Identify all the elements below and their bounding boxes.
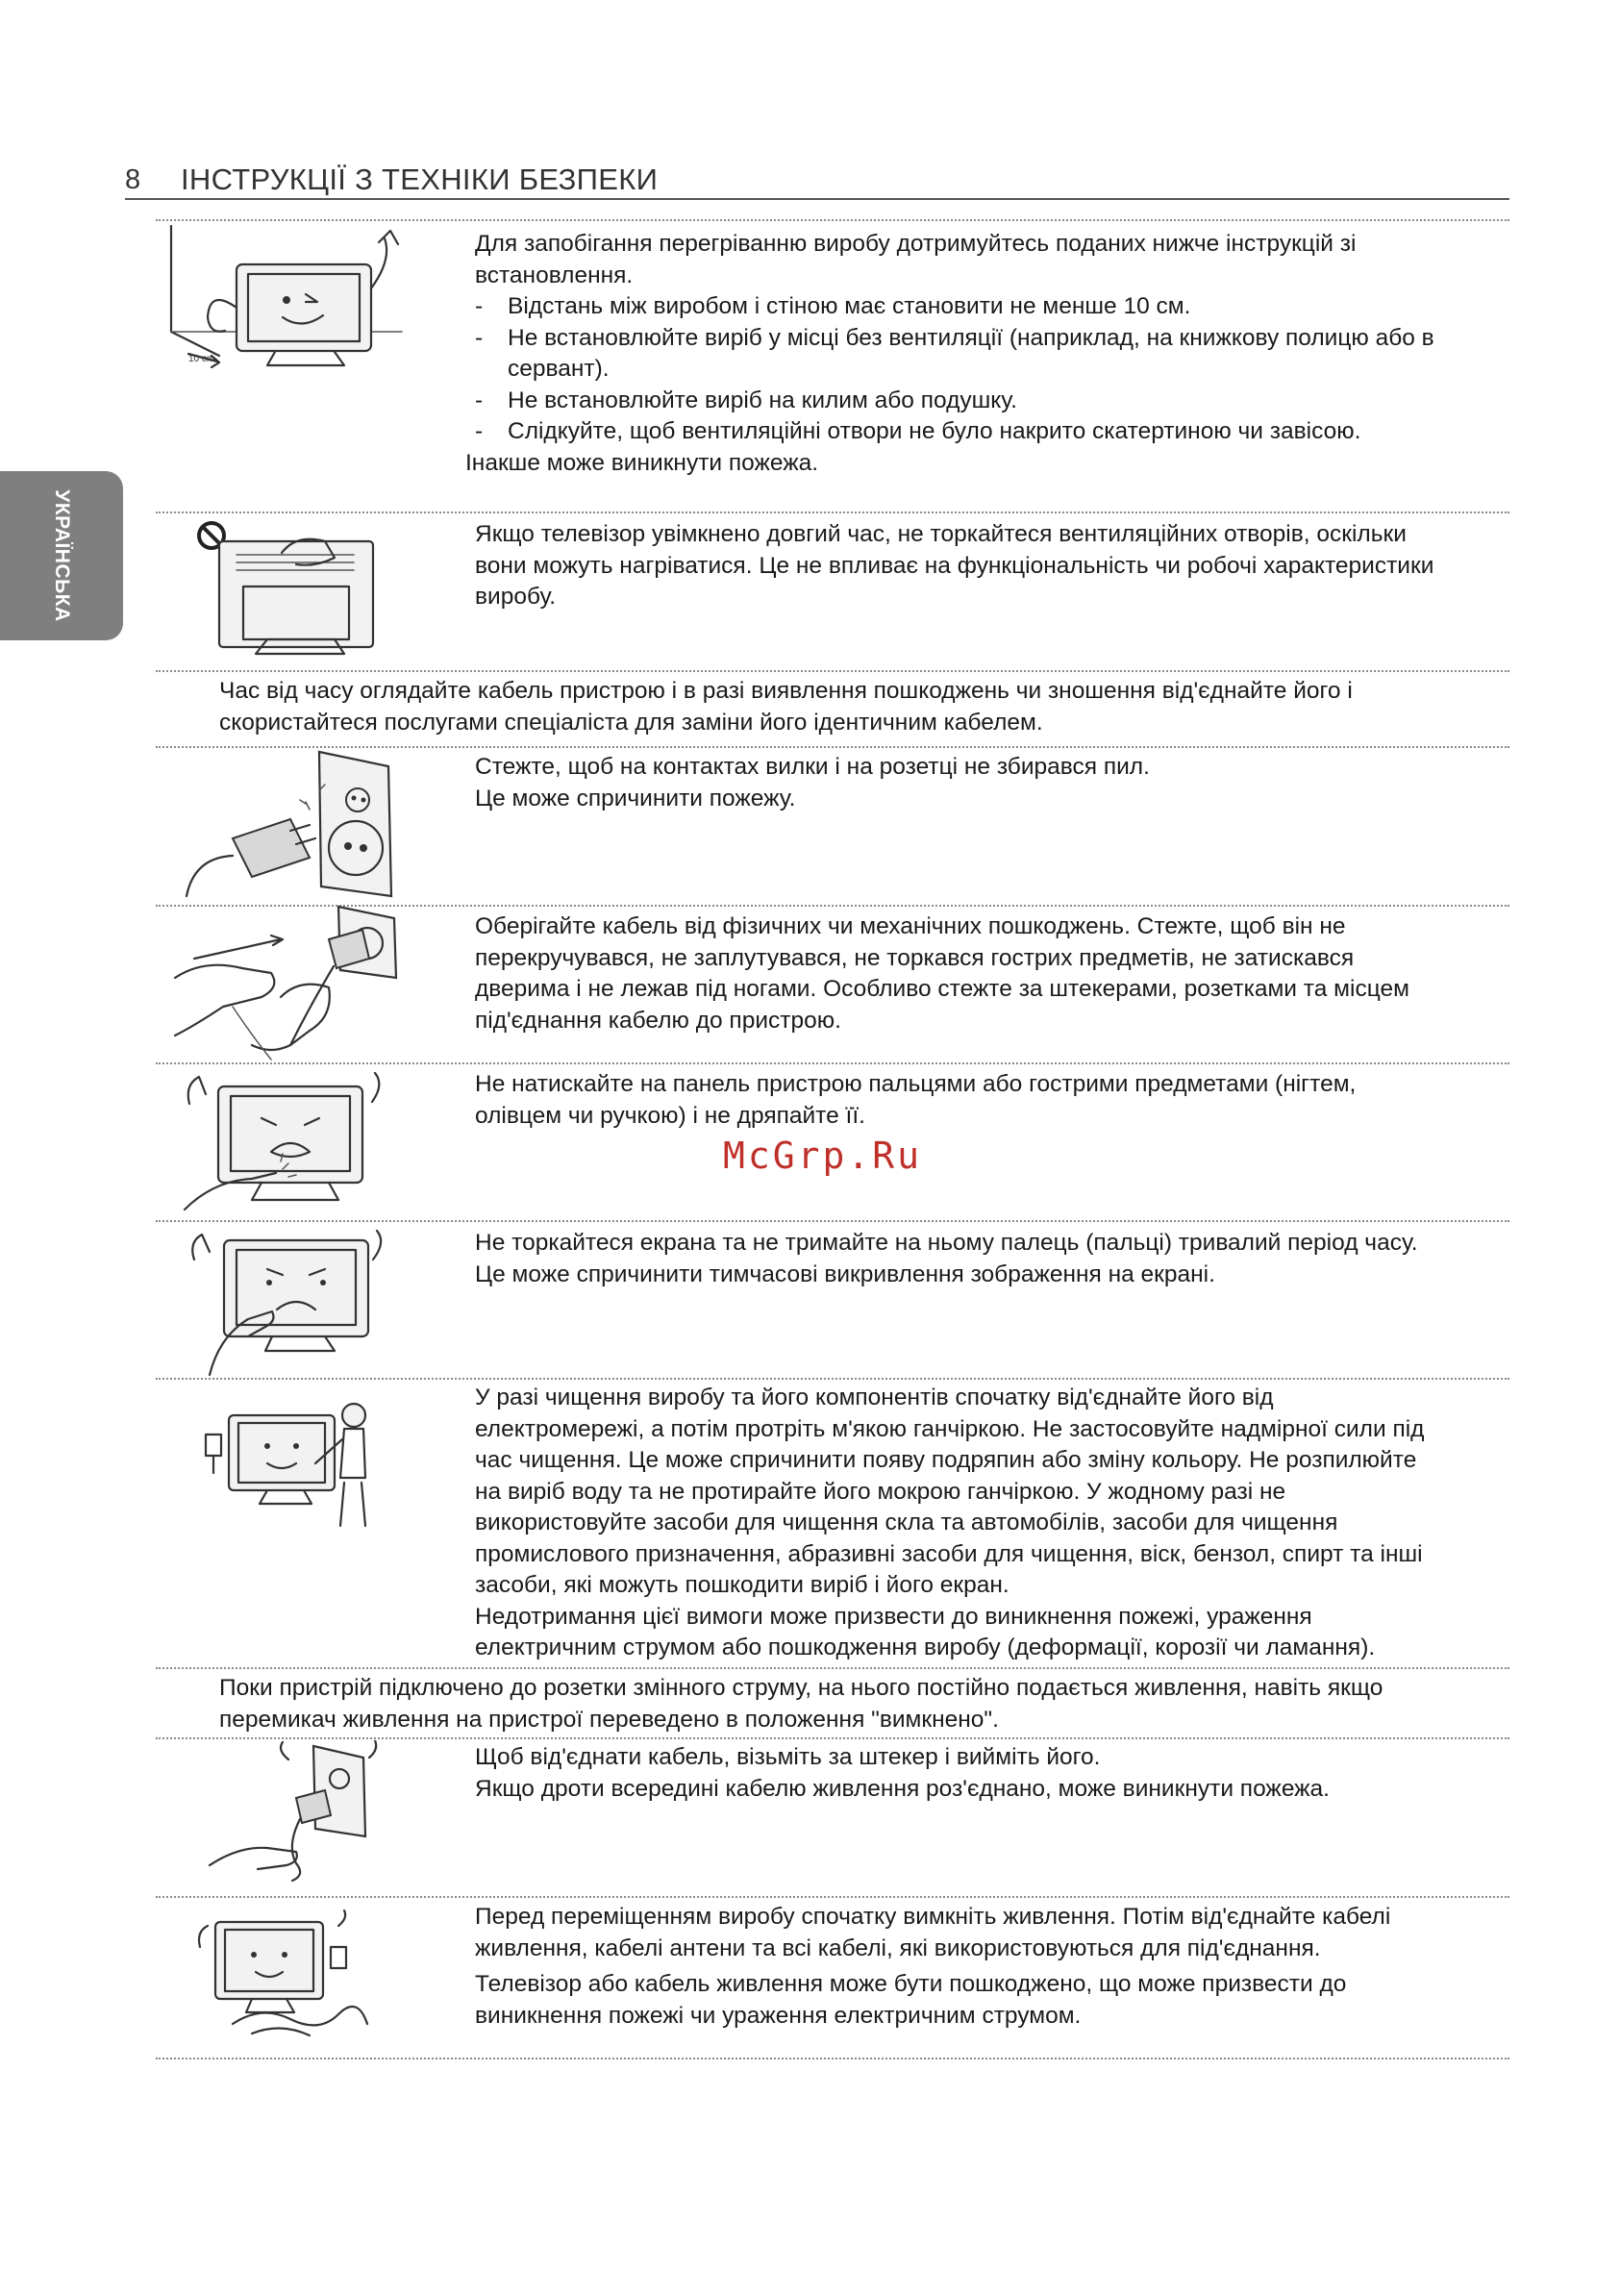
dust-line2: Це може спричинити пожежу.	[475, 785, 796, 811]
tv-cleaning-illustration	[200, 1396, 383, 1531]
separator	[156, 670, 1509, 672]
page-number: 8	[125, 164, 141, 195]
ventilation-intro: Для запобігання перегріванню виробу дотримуйтесь поданих нижче інструкцій зі встановлення.	[475, 231, 1357, 288]
unplug-cable-illustration	[200, 1740, 383, 1884]
cable-check-text: Час від часу оглядайте кабель пристрою і в разі виявлення пошкоджень чи зношення від'єднайте його і скористайтеся послугами спеціаліста для заміни його ідентичним кабелем.	[219, 678, 1353, 736]
unplug-line2: Якщо дроти всередині кабелю живлення роз'єднано, може виникнути пожежа.	[475, 1775, 1330, 1802]
page-header	[125, 162, 1509, 200]
ac-power-block	[219, 1673, 1498, 1735]
tv-back-vents-illustration	[190, 514, 383, 668]
ventilation-block	[465, 229, 1446, 479]
screen-touch-text: Не торкайтеся екрана та не тримайте на ньому палець (пальці) тривалий період часу. Це може спричинити тимчасові викривлення зображення на екрані.	[475, 1230, 1418, 1287]
cleaning-p2: Недотримання цієї вимоги може призвести до виникнення пожежі, ураження електричним струмом або пошкодження виробу (деформації, корозії чи ламання).	[475, 1603, 1376, 1660]
cable-damage-block	[475, 911, 1446, 1036]
separator	[156, 2058, 1509, 2059]
cable-damage-text: Оберігайте кабель від фізичних чи механічних пошкоджень. Стежте, щоб він не перекручувався, не заплутувався, не торкався гострих предметів, не затискався дверима і не лежав під ногами. Особливо стежте за штекерами, розетками та місцем під'єднання кабелю до пристрою.	[475, 913, 1409, 1034]
tv-wall-distance-illustration	[162, 221, 411, 385]
list-item: - Відстань між виробом і стіною має становити не менше 10 см.	[475, 293, 1191, 319]
vent-holes-text: Якщо телевізор увімкнено довгий час, не торкайтеся вентиляційних отворів, оскільки вони можуть нагріватися. Це не впливає на функціональність чи робочі характеристики виробу.	[475, 521, 1434, 610]
dust-block	[475, 752, 1446, 814]
language-tab	[0, 471, 123, 640]
dust-line1: Стежте, щоб на контактах вилки і на розетці не збирався пил.	[475, 754, 1150, 780]
list-item: - Не встановлюйте виріб на килим або подушку.	[475, 387, 1017, 413]
separator	[156, 1737, 1509, 1739]
tv-disconnect-cables-illustration	[194, 1909, 386, 2043]
page-title: ІНСТРУКЦІЇ З ТЕХНІКИ БЕЗПЕКИ	[181, 162, 659, 196]
distance-label: 10 cm	[188, 354, 215, 364]
screen-touch-block	[475, 1228, 1446, 1290]
ventilation-outro: Інакше може виникнути пожежа.	[465, 449, 819, 476]
tv-screen-touch-illustration	[181, 1221, 397, 1380]
moving-p2: Телевізор або кабель живлення може бути пошкоджено, що може призвести до виникнення пожежі чи ураження електричним струмом.	[475, 1971, 1347, 2029]
cleaning-block	[475, 1383, 1446, 1664]
list-item: - Не встановлюйте виріб у місці без вентиляції (наприклад, на книжкову полицю або в сервант).	[475, 324, 1434, 382]
moving-p1: Перед переміщенням виробу спочатку вимкніть живлення. Потім від'єднайте кабелі живлення, кабелі антени та всі кабелі, які використовуються для під'єднання.	[475, 1904, 1391, 1961]
unplug-block	[475, 1742, 1446, 1805]
watermark: McGrp.Ru	[723, 1135, 923, 1177]
separator	[156, 1378, 1509, 1380]
language-tab-label: УКРАЇНСЬКА	[51, 489, 73, 622]
panel-press-block	[475, 1069, 1446, 1132]
separator	[156, 512, 1509, 513]
separator	[156, 1896, 1509, 1898]
panel-press-text: Не натискайте на панель пристрою пальцями або гострими предметами (нігтем, олівцем чи ручкою) і не дряпайте її.	[475, 1071, 1357, 1129]
list-item: - Слідкуйте, щоб вентиляційні отвори не було накрито скатертиною чи завісою.	[475, 418, 1361, 444]
vent-holes-block	[475, 519, 1446, 613]
separator	[156, 1062, 1509, 1064]
unplug-line1: Щоб від'єднати кабель, візьміть за штекер і вийміть його.	[475, 1744, 1101, 1770]
ac-power-text: Поки пристрій підключено до розетки змінного струму, на нього постійно подається живлення, навіть якщо перемикач живлення на пристрої переведено в положення "вимкнено".	[219, 1675, 1383, 1733]
plug-socket-dust-illustration	[175, 742, 396, 901]
cleaning-p1: У разі чищення виробу та його компонентів спочатку від'єднайте його від електромережі, а потім протріть м'якою ганчіркою. Не застосовуйте надмірної сили під час чищення. Це може спричинити появу подряпин або зміну кольору. Не розпилюйте на виріб воду та не протирайте його мокрою ганчіркою. У жодному разі не використовуйте засоби для чищення скла та автомобілів, засоби для чищення промислового призначення, абразивні засоби для чищення, віск, бензол, спирт та інші засоби, які можуть пошкодити виріб і його екран.	[475, 1385, 1425, 1598]
cable-check-block	[219, 676, 1498, 738]
separator	[156, 1667, 1509, 1669]
moving-block	[475, 1902, 1446, 2032]
tv-pressed-panel-illustration	[175, 1065, 396, 1214]
cable-damage-illustration	[165, 901, 406, 1064]
